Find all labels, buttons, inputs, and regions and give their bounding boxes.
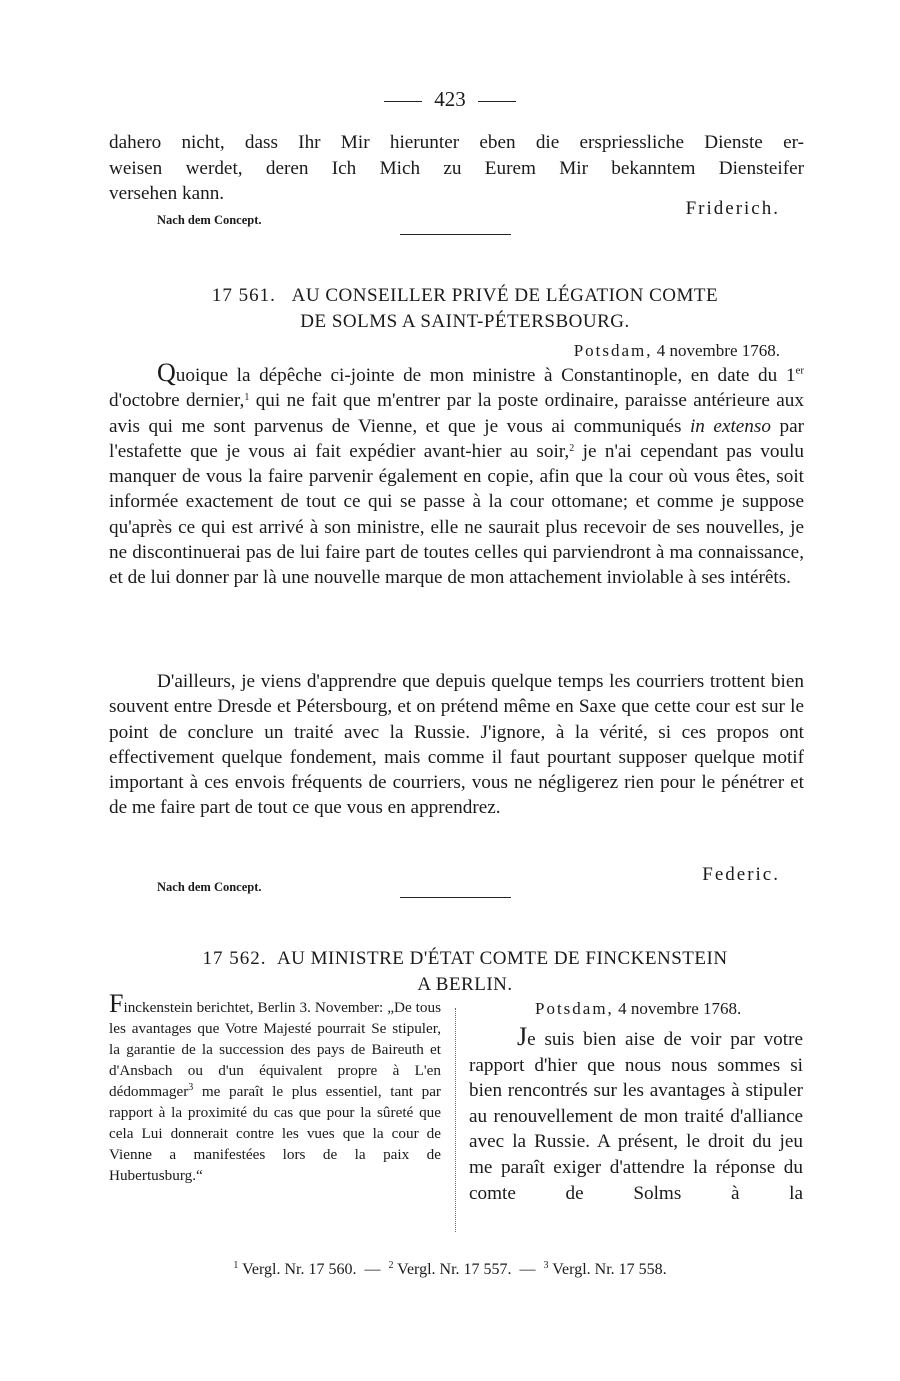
- letter-17561-number: 17 561.: [211, 285, 276, 306]
- footnote-3: $^3$ Vergl. Nr. 17 558.: [543, 1260, 667, 1278]
- footnote-ref-1: 1: [244, 392, 250, 404]
- summary-column: Finckenstein berichtet, Berlin 3. November: „De tous les avantages que Votre Majesté pourrait Se stipuler, la garantie de la succession des pays de Baireuth et d'Ansbach ou d'un équivalent propre à L'en dédommager$^3$ me paraît le plus essentiel, tant par rapport à la proximité du cas que pour la sûreté que cela Lui donnerait contre les vues que la cour de Vienne a manifestées lors de la paix de Hubertusburg.“: [109, 989, 441, 1184]
- letter-17561-dateline: [574, 341, 780, 361]
- letter-17561-heading: [130, 283, 800, 335]
- drop-cap-f: F: [109, 989, 124, 1018]
- page-header: [0, 86, 900, 112]
- separator-rule: [400, 897, 511, 898]
- footnote-1: $^1$ Vergl. Nr. 17 560.: [233, 1260, 357, 1278]
- drop-cap-j: J: [517, 1022, 528, 1051]
- letter-17562-title-line2: A BERLIN.: [417, 974, 513, 995]
- letter-17561-signature: Federic.: [702, 864, 780, 885]
- footnote-separator: —: [519, 1261, 536, 1278]
- letter-17562-body: Je suis bien aise de voir par votre rapport d'hier que nous nous sommes si bien rencontrés sur les avantages à stipuler au renouvellement de mon traité d'alliance avec la Russie. A présent, le droit du jeu me paraît exiger d'attendre la réponse du comte de Solms à la: [469, 1022, 803, 1204]
- prev-letter-line-3: versehen kann.: [109, 183, 225, 205]
- letter-17562-dateline: [535, 999, 741, 1019]
- column-divider: [455, 1008, 456, 1232]
- italic-phrase: in extenso: [689, 415, 771, 437]
- letter-17561-title-line2: DE SOLMS A SAINT-PÉTERSBOURG.: [300, 311, 630, 332]
- letter-17561-title-line1: AU CONSEILLER PRIVÉ DE LÉGATION COMTE: [291, 285, 719, 306]
- letter-17562-number: 17 562.: [202, 948, 267, 969]
- page-number: 423: [434, 87, 466, 111]
- letter-17561-paragraph-2: D'ailleurs, je viens d'apprendre que depuis quelque temps les courriers trottent bien souvent entre Dresde et Pétersbourg, et on prétend même en Saxe que cette cour est sur le point de conclure un traité avec la Russie. J'ignore, à la vérité, si ces propos ont effectivement quelque fondement, mais comme il faut pourtant supposer quelque motif important à ces envois fréquents de courriers, vous ne négligerez rien pour le pénétrer et de me faire part de tout ce que vous en apprendrez.: [109, 671, 804, 819]
- header-rule-left: [384, 101, 422, 102]
- separator-rule: [400, 234, 511, 235]
- footnote-ref-3: 3: [188, 1082, 194, 1093]
- prev-letter-line-1: dahero nicht, dass Ihr Mir hierunter eben die erspriessliche Dienste er-: [109, 132, 804, 153]
- letter-17561-paragraph-1: Quoique la dépêche ci-jointe de mon ministre à Constantinople, en date du 1er d'octobre dernier,$^1$ qui ne fait que m'entrer par la poste ordinaire, paraisse antérieure aux avis qui me sont parvenus de Vienne, et que je vous ai communiqués in extenso par l'estafette que je vous ai fait expédier avant-hier au soir,$^2$ je n'ai cependant pas voulu manquer de vous la faire parvenir également en copie, afin que la cour où vous êtes, soit informée exactement de tout ce qui se passe à la cour ottomane; et comme je suppose qu'après ce qui est arrivé à son ministre, elle ne saurait plus recevoir de ses nouvelles, je ne discontinuerai pas de lui faire part de toutes celles qui parviendront à ma connaissance, et de lui donner par là une nouvelle marque de mon attachement inviolable à ses intérêts.: [109, 358, 804, 589]
- letter-17562-place: Potsdam,: [535, 999, 614, 1018]
- letter-17561-place: Potsdam,: [573, 341, 653, 360]
- header-rule-right: [478, 101, 516, 102]
- letter-17562-heading: [130, 946, 800, 998]
- letter-17562-date: 4 novembre 1768.: [618, 999, 742, 1018]
- footnote-2: $^2$ Vergl. Nr. 17 557.: [388, 1260, 512, 1278]
- prev-signature: Friderich.: [685, 198, 780, 219]
- prev-source-note: Nach dem Concept.: [157, 213, 262, 227]
- footnote-ref-2: 2: [569, 442, 575, 454]
- footnote-separator: —: [364, 1261, 381, 1278]
- letter-17562-title-line1: AU MINISTRE D'ÉTAT COMTE DE FINCKENSTEIN: [276, 948, 728, 969]
- drop-cap-q: Q: [157, 358, 176, 387]
- letter-17561-source-note: Nach dem Concept.: [157, 880, 262, 894]
- prev-letter-line-2: weisen werdet, deren Ich Mich zu Eurem Mir bekanntem Diensteifer: [109, 157, 804, 179]
- letter-17561-date: 4 novembre 1768.: [656, 341, 780, 360]
- footnotes: [0, 1258, 900, 1282]
